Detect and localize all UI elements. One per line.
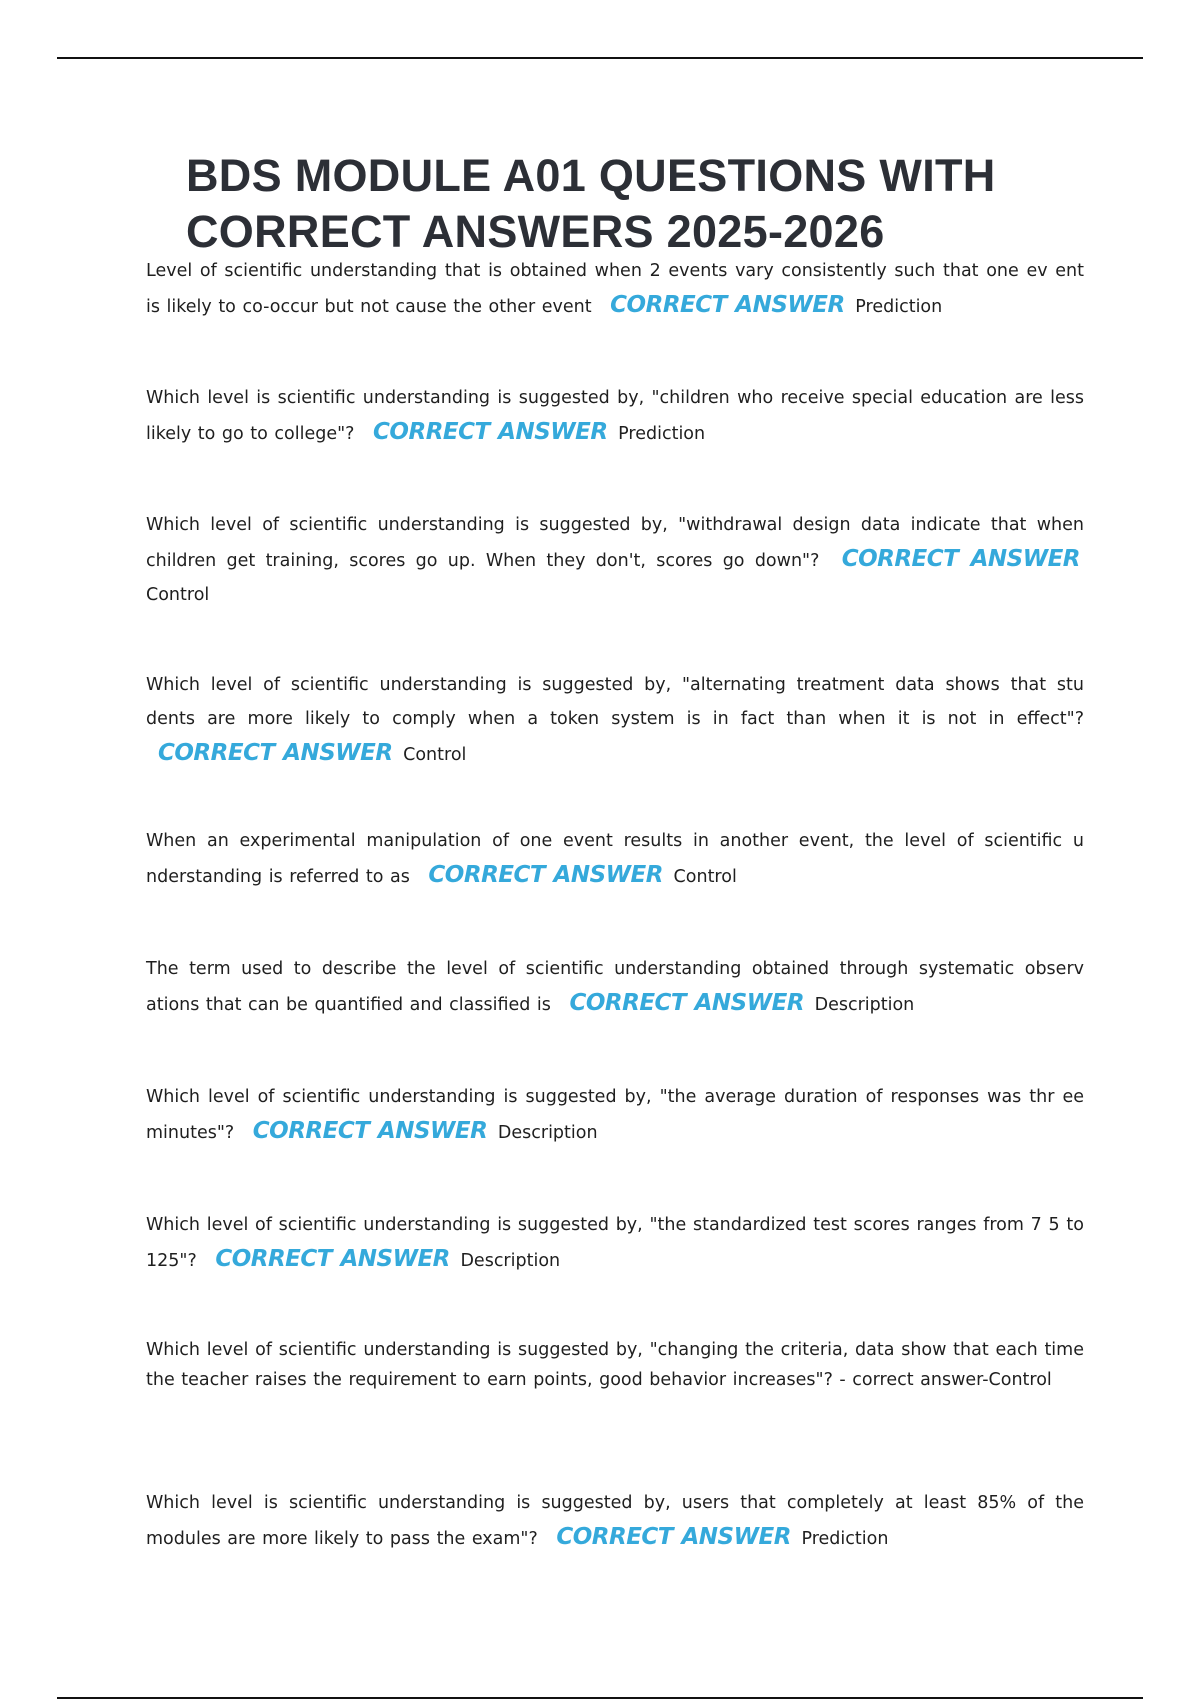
- question-text: Which level of scientific understanding is suggested by, "the average duration of responses was thr ee minutes"?: [146, 1087, 1084, 1143]
- document-title: BDS MODULE A01 QUESTIONS WITH CORRECT ANSWERS 2025-2026: [186, 150, 996, 257]
- correct-answer-marker: CORRECT ANSWER: [373, 419, 608, 445]
- qa-item-4: [146, 668, 1084, 772]
- qa-item-7: [146, 1080, 1084, 1150]
- correct-answer-marker: CORRECT ANSWER: [252, 1118, 488, 1144]
- answer-text: Description: [497, 1123, 598, 1143]
- answer-text: Prediction: [618, 424, 706, 444]
- qa-item-10: [146, 1486, 1084, 1556]
- answer-text: Description: [814, 995, 915, 1015]
- question-text: Which level of scientific understanding is suggested by, "alternating treatment data shows that stu dents are more likely to comply when a token system is in fact than when it is not in effect"?: [146, 675, 1084, 729]
- answer-text: Control: [673, 867, 737, 887]
- correct-answer-marker: CORRECT ANSWER: [428, 862, 663, 888]
- question-text: Which level of scientific understanding is suggested by, "the standardized test scores ranges from 7 5 to 125"?: [146, 1215, 1084, 1271]
- answer-text: Prediction: [801, 1529, 889, 1549]
- qa-item-8: [146, 1208, 1084, 1278]
- question-text: The term used to describe the level of scientific understanding obtained through systematic observ ations that can be quantified and classified is: [146, 959, 1084, 1015]
- qa-item-5: [146, 824, 1084, 894]
- qa-item-2: [146, 381, 1084, 451]
- question-text: Which level is scientific understanding is suggested by, users that completely at least 85% of the modules are more likely to pass the exam"?: [146, 1493, 1084, 1549]
- qa-item-9: [146, 1335, 1084, 1395]
- correct-answer-marker: CORRECT ANSWER: [841, 546, 1080, 572]
- answer-text: Control: [146, 585, 210, 605]
- qa-item-6: [146, 952, 1084, 1022]
- question-text: Which level of scientific understanding is suggested by, "changing the criteria, data show that each time the teacher raises the requirement to earn points, good behavior increases"? - correct answer-Control: [146, 1340, 1084, 1390]
- question-text: Which level of scientific understanding is suggested by, "withdrawal design data indicate that when children get training, scores go up. When they don't, scores go down"?: [146, 515, 1084, 571]
- answer-text: Control: [403, 745, 467, 765]
- bottom-rule: [57, 1697, 1143, 1699]
- correct-answer-marker: CORRECT ANSWER: [610, 292, 845, 318]
- question-text: Level of scientific understanding that is obtained when 2 events vary consistently such that one ev ent is likely to co-occur but not cause the other event: [146, 261, 1084, 317]
- question-text: When an experimental manipulation of one event results in another event, the level of scientific u nderstanding is referred to as: [146, 831, 1084, 887]
- answer-text: Prediction: [855, 297, 943, 317]
- top-rule: [57, 57, 1143, 59]
- question-text: Which level is scientific understanding is suggested by, "children who receive special education are less likely to go to college"?: [146, 388, 1084, 444]
- correct-answer-marker: CORRECT ANSWER: [569, 990, 805, 1016]
- correct-answer-marker: CORRECT ANSWER: [215, 1246, 450, 1272]
- correct-answer-marker: CORRECT ANSWER: [556, 1524, 791, 1550]
- qa-item-3: [146, 508, 1084, 612]
- correct-answer-marker: CORRECT ANSWER: [158, 740, 393, 766]
- answer-text: Description: [460, 1251, 561, 1271]
- qa-item-1: [146, 254, 1084, 324]
